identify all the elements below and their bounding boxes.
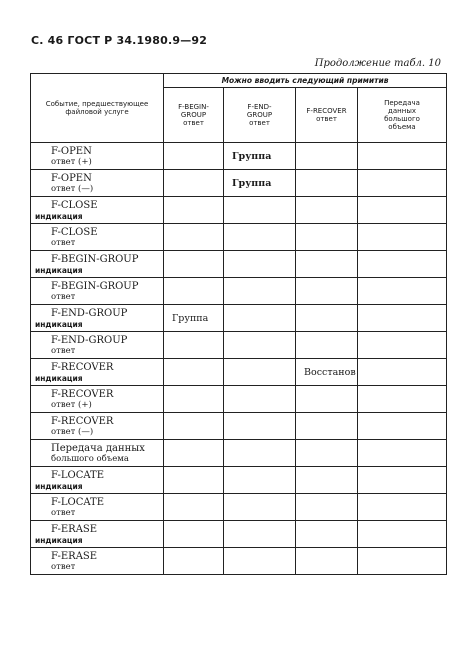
primitive-cell xyxy=(224,359,296,386)
primitive-cell xyxy=(164,143,224,170)
table-row xyxy=(31,278,447,305)
table-row xyxy=(31,305,447,332)
primitive-cell xyxy=(296,143,358,170)
event-cell xyxy=(31,224,164,251)
primitive-cell xyxy=(224,521,296,548)
table-continuation-label: Продолжение табл. 10 xyxy=(314,58,441,69)
primitive-cell xyxy=(296,467,358,494)
table-row xyxy=(31,413,447,440)
primitive-cell xyxy=(358,413,447,440)
primitive-cell xyxy=(296,305,358,332)
primitive-cell xyxy=(164,548,224,575)
primitive-cell xyxy=(296,548,358,575)
primitive-cell xyxy=(224,548,296,575)
table-row xyxy=(31,197,447,224)
event-type: индикация xyxy=(35,374,83,383)
event-name: F-LOCATE xyxy=(51,470,105,481)
event-name: F-RECOVER xyxy=(51,389,114,400)
primitive-cell xyxy=(296,413,358,440)
primitive-cell xyxy=(164,332,224,359)
event-type: ответ xyxy=(51,562,76,572)
table-row xyxy=(31,332,447,359)
primitive-cell xyxy=(224,305,296,332)
column-header-line: GROUP xyxy=(246,111,273,119)
primitive-cell: Восстанов xyxy=(296,359,358,386)
column-header-4 xyxy=(358,88,447,143)
primitive-cell xyxy=(224,467,296,494)
primitive-cell xyxy=(358,548,447,575)
primitive-cell xyxy=(358,305,447,332)
event-cell xyxy=(31,548,164,575)
event-name: F-END-GROUP xyxy=(51,335,128,346)
column-header-line: большого xyxy=(384,115,420,123)
primitive-cell xyxy=(224,251,296,278)
column-header-event: Событие, предшествующее файловой услуге xyxy=(31,74,164,143)
primitive-cell xyxy=(296,332,358,359)
table-row xyxy=(31,521,447,548)
event-type: ответ xyxy=(51,508,76,518)
primitive-cell xyxy=(224,224,296,251)
event-cell xyxy=(31,305,164,332)
primitive-cell xyxy=(164,521,224,548)
column-header-line: F-RECOVER xyxy=(306,107,347,115)
table-row xyxy=(31,224,447,251)
primitive-cell xyxy=(296,386,358,413)
table-row xyxy=(31,143,447,170)
event-name: F-CLOSE xyxy=(51,227,98,238)
event-name: F-BEGIN-GROUP xyxy=(51,254,139,265)
primitive-cell xyxy=(224,494,296,521)
event-cell xyxy=(31,359,164,386)
primitive-cell xyxy=(358,467,447,494)
table-row xyxy=(31,548,447,575)
column-header-line: Передача xyxy=(384,99,420,107)
primitive-cell xyxy=(358,197,447,224)
primitive-cell xyxy=(164,440,224,467)
primitive-cell xyxy=(358,521,447,548)
event-type: индикация xyxy=(35,482,83,491)
event-name: F-RECOVER xyxy=(51,362,114,373)
primitive-cell: Группа xyxy=(224,143,296,170)
primitive-cell xyxy=(224,332,296,359)
column-header-line: данных xyxy=(388,107,416,115)
primitive-cell xyxy=(358,332,447,359)
primitive-cell xyxy=(358,224,447,251)
table-row xyxy=(31,494,447,521)
event-type: ответ xyxy=(51,292,76,302)
column-header-line: ответ xyxy=(249,119,270,127)
event-cell xyxy=(31,413,164,440)
primitive-cell xyxy=(164,197,224,224)
table-row xyxy=(31,170,447,197)
event-type: большого объема xyxy=(51,454,129,464)
primitive-cell xyxy=(358,143,447,170)
event-cell xyxy=(31,386,164,413)
column-header-3 xyxy=(296,88,358,143)
event-cell xyxy=(31,494,164,521)
event-name: F-OPEN xyxy=(51,146,92,157)
primitive-cell xyxy=(224,197,296,224)
group-header: Можно вводить следующий примитив xyxy=(164,74,447,88)
event-type: ответ xyxy=(51,238,76,248)
table-row xyxy=(31,467,447,494)
event-name: Передача данных xyxy=(51,443,145,454)
primitive-cell xyxy=(164,413,224,440)
primitive-cell xyxy=(358,386,447,413)
primitive-cell xyxy=(164,359,224,386)
primitive-cell: Группа xyxy=(164,305,224,332)
event-cell xyxy=(31,170,164,197)
page-header: С. 46 ГОСТ Р 34.1980.9—92 xyxy=(31,34,208,47)
primitive-cell xyxy=(296,224,358,251)
primitive-cell xyxy=(358,440,447,467)
column-header-2 xyxy=(224,88,296,143)
event-name: F-ERASE xyxy=(51,524,98,535)
primitive-cell xyxy=(164,467,224,494)
event-name: F-RECOVER xyxy=(51,416,114,427)
event-cell xyxy=(31,467,164,494)
primitive-cell xyxy=(296,197,358,224)
primitive-cell xyxy=(224,278,296,305)
primitive-cell xyxy=(296,521,358,548)
event-cell xyxy=(31,143,164,170)
event-cell xyxy=(31,332,164,359)
event-type: индикация xyxy=(35,212,83,221)
primitive-cell xyxy=(164,251,224,278)
column-header-1 xyxy=(164,88,224,143)
primitive-cell xyxy=(296,440,358,467)
event-name: F-ERASE xyxy=(51,551,98,562)
column-header-line: F-BEGIN- xyxy=(178,103,209,111)
primitive-table xyxy=(30,73,447,575)
primitive-cell xyxy=(164,386,224,413)
event-cell xyxy=(31,251,164,278)
primitive-cell xyxy=(358,170,447,197)
event-type: индикация xyxy=(35,320,83,329)
event-type: индикация xyxy=(35,536,83,545)
event-name: F-OPEN xyxy=(51,173,92,184)
primitive-cell xyxy=(296,278,358,305)
table-row xyxy=(31,251,447,278)
primitive-cell xyxy=(164,170,224,197)
primitive-cell xyxy=(358,278,447,305)
primitive-cell xyxy=(164,224,224,251)
event-name: F-BEGIN-GROUP xyxy=(51,281,139,292)
event-name: F-CLOSE xyxy=(51,200,98,211)
primitive-cell xyxy=(224,386,296,413)
event-cell xyxy=(31,278,164,305)
column-header-line: F-END- xyxy=(247,103,272,111)
event-type: ответ (+) xyxy=(51,157,92,167)
event-type: ответ (+) xyxy=(51,400,92,410)
column-header-line: объема xyxy=(388,123,416,131)
event-name: F-LOCATE xyxy=(51,497,105,508)
event-cell xyxy=(31,197,164,224)
primitive-cell xyxy=(164,278,224,305)
event-type: ответ (—) xyxy=(51,184,94,194)
primitive-cell xyxy=(224,413,296,440)
primitive-cell xyxy=(296,170,358,197)
primitive-cell xyxy=(358,359,447,386)
primitive-cell xyxy=(164,494,224,521)
column-header-line: GROUP xyxy=(180,111,207,119)
column-header-line: ответ xyxy=(183,119,204,127)
event-type: индикация xyxy=(35,266,83,275)
primitive-cell xyxy=(296,251,358,278)
event-cell xyxy=(31,521,164,548)
event-type: ответ (—) xyxy=(51,427,94,437)
table-row xyxy=(31,359,447,386)
table-row xyxy=(31,440,447,467)
primitive-cell xyxy=(358,251,447,278)
primitive-cell: Группа xyxy=(224,170,296,197)
primitive-cell xyxy=(358,494,447,521)
primitive-cell xyxy=(296,494,358,521)
table-row xyxy=(31,386,447,413)
event-name: F-END-GROUP xyxy=(51,308,128,319)
column-header-line: ответ xyxy=(316,115,337,123)
primitive-cell xyxy=(224,440,296,467)
event-type: ответ xyxy=(51,346,76,356)
event-cell xyxy=(31,440,164,467)
